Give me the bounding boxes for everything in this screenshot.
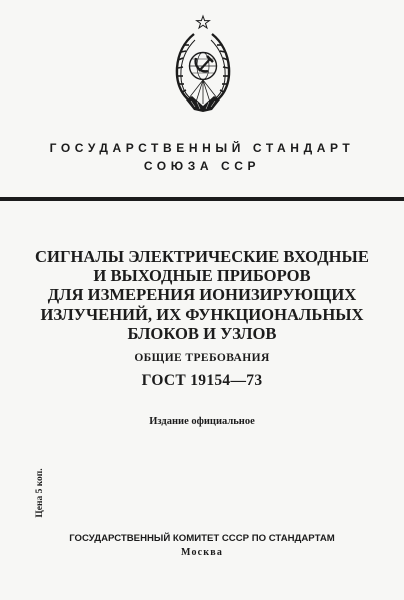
title-line: ИЗЛУЧЕНИЙ, ИХ ФУНКЦИОНАЛЬНЫХ: [40, 304, 364, 324]
publisher-name: ГОСУДАРСТВЕННЫЙ КОМИТЕТ СССР ПО СТАНДАРТАМ: [69, 533, 335, 544]
price-label: Цена 5 коп.: [35, 468, 45, 518]
gost-number: ГОСТ 19154—73: [141, 372, 263, 389]
document-title: [30, 247, 374, 343]
title-line: СИГНАЛЫ ЭЛЕКТРИЧЕСКИЕ ВХОДНЫЕ: [35, 247, 369, 266]
edition-note: Издание официальное: [149, 416, 255, 427]
document-subtitle: ОБЩИЕ ТРЕБОВАНИЯ: [134, 352, 270, 364]
title-line: ДЛЯ ИЗМЕРЕНИЯ ИОНИЗИРУЮЩИХ: [47, 285, 357, 305]
ussr-coat-of-arms-icon: [172, 14, 234, 124]
publisher-city: Москва: [180, 547, 224, 558]
horizontal-rule: [0, 197, 404, 201]
title-line: БЛОКОВ И УЗЛОВ: [127, 323, 277, 343]
state-standard-title: ГОСУДАРСТВЕННЫЙ СТАНДАРТ: [49, 141, 355, 155]
title-line: И ВЫХОДНЫЕ ПРИБОРОВ: [93, 266, 311, 286]
state-standard-subtitle: СОЮЗА ССР: [143, 159, 261, 173]
